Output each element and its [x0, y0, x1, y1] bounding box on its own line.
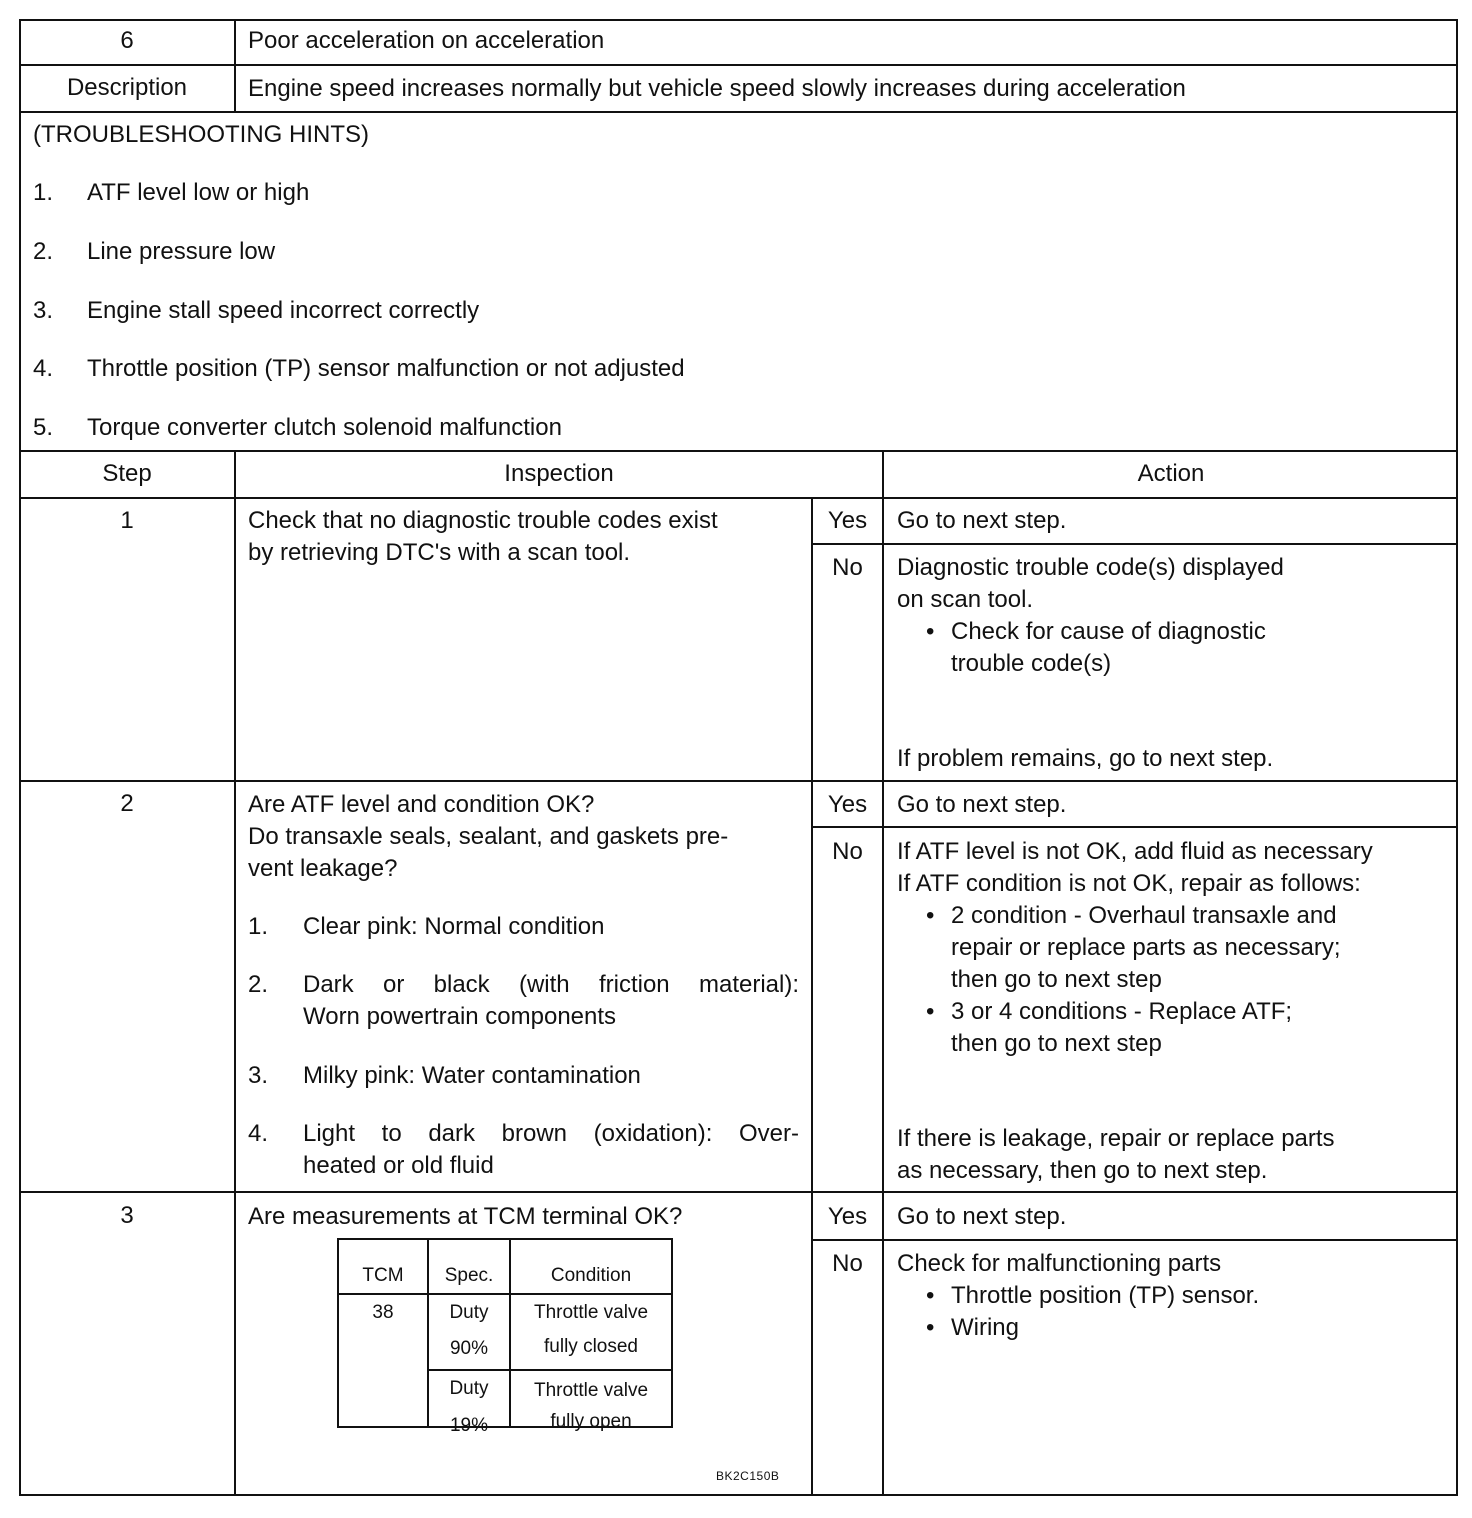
- step-inspection-line: Do transaxle seals, sealant, and gaskets pre-: [248, 823, 729, 850]
- tcm-condition: Throttle valve: [533, 1380, 649, 1401]
- tcm-table-divider: [337, 1293, 673, 1295]
- description-text: Engine speed increases normally but vehicle speed slowly increases during acceleration: [248, 75, 1186, 102]
- tcm-condition: Throttle valve: [533, 1302, 649, 1323]
- description-label: Description: [66, 74, 188, 101]
- no-action-bullet: then go to next step: [951, 966, 1162, 993]
- tcm-condition: fully closed: [544, 1336, 638, 1357]
- figure-code: BK2C150B: [716, 1469, 780, 1483]
- bullet-icon: •: [926, 902, 935, 929]
- step-inspection-line: by retrieving DTC's with a scan tool.: [248, 539, 631, 566]
- column-header-step: Step: [102, 460, 152, 487]
- no-action-line: Check for malfunctioning parts: [897, 1250, 1222, 1277]
- list-text: heated or old fluid: [303, 1152, 494, 1179]
- column-header-inspection: Inspection: [504, 460, 614, 487]
- tcm-table-divider: [427, 1369, 673, 1371]
- col-divider: [811, 497, 813, 1496]
- yes-label: Yes: [827, 791, 868, 818]
- no-action-bullet: Wiring: [951, 1314, 1020, 1341]
- yes-no-divider: [811, 1239, 1458, 1241]
- tcm-header: TCM: [362, 1265, 404, 1286]
- no-action-line: Diagnostic trouble code(s) displayed: [897, 554, 1284, 581]
- col-divider: [234, 450, 236, 1496]
- tcm-spec: Duty: [449, 1302, 489, 1323]
- no-action-footer: If problem remains, go to next step.: [897, 745, 1274, 772]
- list-number: 1.: [248, 913, 269, 940]
- list-text: Milky pink: Water contamination: [303, 1062, 641, 1089]
- list-text: Dark or black (with friction material):: [303, 971, 799, 998]
- tcm-header: Condition: [550, 1265, 632, 1286]
- no-action-bullet: Throttle position (TP) sensor.: [951, 1282, 1260, 1309]
- list-number: 3.: [248, 1062, 269, 1089]
- yes-label: Yes: [827, 1203, 868, 1230]
- list-text: Worn powertrain components: [303, 1003, 617, 1030]
- no-action-bullet: 3 or 4 conditions - Replace ATF;: [951, 998, 1293, 1025]
- step-inspection-line: vent leakage?: [248, 855, 398, 882]
- column-header-action: Action: [1137, 460, 1205, 487]
- no-action-line: If ATF condition is not OK, repair as follows:: [897, 870, 1361, 897]
- hint-number: 4.: [33, 355, 54, 382]
- no-action-bullet: 2 condition - Overhaul transaxle and: [951, 902, 1337, 929]
- hint-number: 1.: [33, 179, 54, 206]
- hint-number: 5.: [33, 414, 54, 441]
- problem-title: Poor acceleration on acceleration: [248, 27, 605, 54]
- step-number: 2: [120, 790, 134, 817]
- no-action-line: on scan tool.: [897, 586, 1034, 613]
- col-divider: [882, 450, 884, 1496]
- tcm-spec: Duty: [449, 1378, 489, 1399]
- list-number: 4.: [248, 1120, 269, 1147]
- yes-action: Go to next step.: [897, 791, 1067, 818]
- step-number: 1: [120, 507, 134, 534]
- hint-text: Torque converter clutch solenoid malfunction: [87, 414, 562, 441]
- hint-text: Line pressure low: [87, 238, 276, 265]
- step-inspection-line: Check that no diagnostic trouble codes exist: [248, 507, 718, 534]
- yes-action: Go to next step.: [897, 1203, 1067, 1230]
- no-label: No: [832, 838, 863, 865]
- no-action-bullet: repair or replace parts as necessary;: [951, 934, 1341, 961]
- tcm-spec: 19%: [449, 1415, 489, 1436]
- hint-text: Throttle position (TP) sensor malfunction or not adjusted: [87, 355, 685, 382]
- hint-text: Engine stall speed incorrect correctly: [87, 297, 480, 324]
- step-inspection-line: Are ATF level and condition OK?: [248, 791, 595, 818]
- hints-title: (TROUBLESHOOTING HINTS): [33, 121, 370, 148]
- list-text: Clear pink: Normal condition: [303, 913, 605, 940]
- yes-label: Yes: [827, 507, 868, 534]
- list-text: Light to dark brown (oxidation): Over-: [303, 1120, 799, 1147]
- no-action-footer: as necessary, then go to next step.: [897, 1157, 1268, 1184]
- yes-no-divider: [811, 826, 1458, 828]
- hint-number: 2.: [33, 238, 54, 265]
- bullet-icon: •: [926, 998, 935, 1025]
- no-action-footer: If there is leakage, repair or replace parts: [897, 1125, 1335, 1152]
- bullet-icon: •: [926, 1314, 935, 1341]
- step-number: 3: [120, 1202, 134, 1229]
- problem-number: 6: [120, 27, 134, 54]
- tcm-condition: fully open: [550, 1411, 632, 1432]
- yes-action: Go to next step.: [897, 507, 1067, 534]
- list-number: 2.: [248, 971, 269, 998]
- tcm-header: Spec.: [444, 1265, 494, 1286]
- hint-number: 3.: [33, 297, 54, 324]
- bullet-icon: •: [926, 618, 935, 645]
- tcm-spec: 90%: [449, 1338, 489, 1359]
- tcm-terminal: 38: [372, 1302, 394, 1323]
- no-action-line: If ATF level is not OK, add fluid as necessary: [897, 838, 1373, 865]
- no-action-bullet: trouble code(s): [951, 650, 1112, 677]
- bullet-icon: •: [926, 1282, 935, 1309]
- no-action-bullet: then go to next step: [951, 1030, 1162, 1057]
- step-inspection-line: Are measurements at TCM terminal OK?: [248, 1203, 683, 1230]
- no-label: No: [832, 554, 863, 581]
- no-action-bullet: Check for cause of diagnostic: [951, 618, 1266, 645]
- yes-no-divider: [811, 543, 1458, 545]
- hint-text: ATF level low or high: [87, 179, 310, 206]
- no-label: No: [832, 1250, 863, 1277]
